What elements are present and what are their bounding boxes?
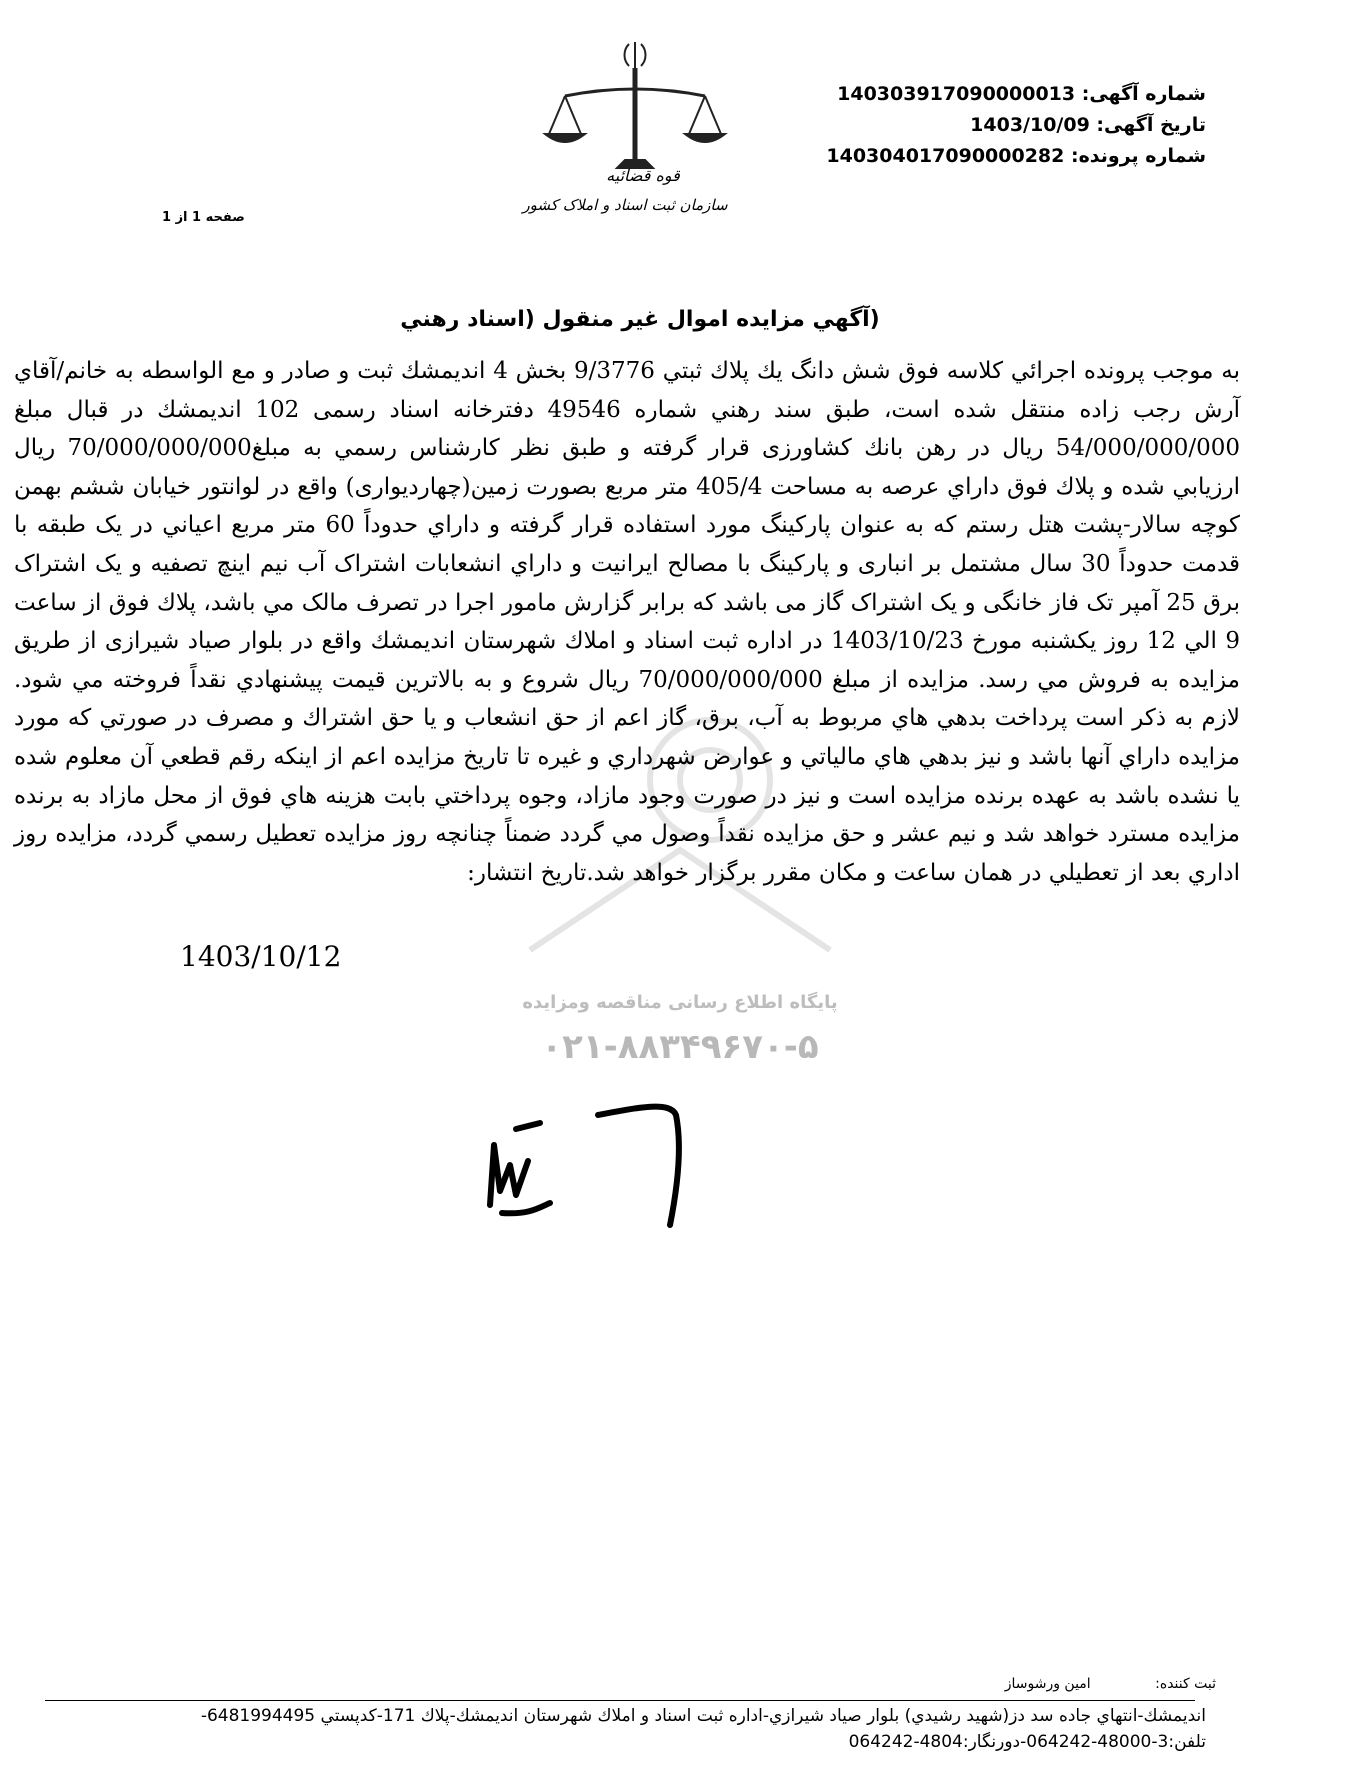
file-number-row (826, 141, 1206, 172)
signature-image (480, 1095, 710, 1235)
file-number-label: شماره پرونده: (1070, 145, 1206, 167)
footer-address-block (201, 1703, 1206, 1755)
notice-number-row (826, 79, 1206, 110)
notice-date: 1403/10/09 (970, 114, 1090, 136)
notice-date-row (826, 110, 1206, 141)
scales-of-justice-icon (535, 38, 825, 253)
office-address: انديمشك-انتهاي جاده سد دز(شهيد رشيدي) بلوار صياد شيرازي-اداره ثبت اسناد و املاك شهرستان انديمشك-پلاك 171-كدپستي 6481994495- (200, 1706, 1206, 1726)
judiciary-emblem-logo (522, 38, 825, 253)
page-indicator: صفحه 1 از 1 (162, 210, 245, 225)
notice-title: (آگهي مزايده اموال غير منقول (اسناد رهني (400, 307, 880, 332)
file-number: 140304017090000282 (826, 145, 1065, 167)
office-phone: تلفن:3-48000-064242-دورنگار:4804-064242 (848, 1732, 1206, 1752)
registrar-name: امين ورشوساز (1004, 1676, 1091, 1692)
emblem-text-judiciary: قوه قضائیه (606, 166, 680, 185)
notice-number: 140303917090000013 (837, 83, 1076, 105)
notice-number-label: شماره آگهی: (1081, 83, 1206, 105)
notice-meta (826, 79, 1206, 172)
notice-body: به موجب پرونده اجرائي كلاسه فوق شش دانگ يك پلاك ثبتي 9/3776 بخش 4 انديمشك ثبت و صادر و مع الواسطه به خانم/آقاي آرش رجب زاده منتقل شده است، طبق سند رهني شماره 49546 دفترخانه اسناد رسمی 102 انديمشك در قبال مبلغ 54/000/000/000 ريال در رهن بانك کشاورزی قرار گرفته و طبق نظر كارشناس رسمي به مبلغ70/000/000/000 ريال ارزيابي شده و پلاك فوق داراي عرصه به مساحت 405/4 متر مربع بصورت زمین(چهاردیواری) واقع در لوانتور خیابان ششم بهمن کوچه سالار-پشت هتل رستم که به عنوان پارکینگ مورد استفاده قرار گرفته و داراي حدوداً 60 متر مربع اعياني در یک طبقه با قدمت حدوداً 30 سال مشتمل بر انباری و پارکینگ با مصالح ایرانیت و داراي انشعابات اشتراک آب نیم اینچ تصفیه و یک اشتراک برق 25 آمپر تک فاز خانگی و یک اشتراک گاز می باشد که برابر گزارش مامور اجرا در تصرف مالک مي باشد، پلاك فوق از ساعت 9 الي 12 روز يكشنبه مورخ 1403/10/23 در اداره ثبت اسناد و املاك شهرستان انديمشك واقع در بلوار صیاد شیرازی از طريق مزايده به فروش مي رسد. مزايده از مبلغ 70/000/000/000 ريال شروع و به بالاترين قيمت پيشنهادي نقداً فروخته مي شود. لازم به ذكر است پرداخت بدهي هاي مربوط به آب، برق، گاز اعم از حق انشعاب و يا حق اشتراك و مصرف در صورتي كه مورد مزايده داراي آنها باشد و نيز بدهي هاي مالياتي و عوارض شهرداري و غيره تا تاريخ مزايده اعم از اينكه رقم قطعي آن معلوم شده يا نشده باشد به عهده برنده مزايده است و نيز در صورت وجود مازاد، وجوه پرداختي بابت هزينه هاي فوق از محل مازاد به برنده مزايده مسترد خواهد شد و نيم عشر و حق مزايده نقداً وصول مي گردد ضمناً چنانچه روز مزايده تعطيل رسمي گردد، مزايده روز اداري بعد از تعطيلي در همان ساعت و مكان مقرر برگزار خواهد شد.تاريخ انتشار: (14, 358, 1241, 886)
registrar-row (1005, 1676, 1216, 1692)
watermark-caption: پایگاه اطلاع رسانی مناقصه ومزایده (522, 992, 838, 1013)
emblem-text-registry-org: سازمان ثبت اسناد و املاک کشور (522, 196, 728, 214)
watermark-phone: ۰۲۱-۸۸۳۴۹۶۷۰-۵ (541, 1027, 819, 1067)
footer-divider (45, 1700, 1195, 1701)
publish-date: 1403/10/12 (180, 940, 342, 973)
notice-date-label: تاریخ آگهی: (1096, 114, 1206, 136)
registrar-label: ثبت كننده: (1155, 1676, 1216, 1692)
